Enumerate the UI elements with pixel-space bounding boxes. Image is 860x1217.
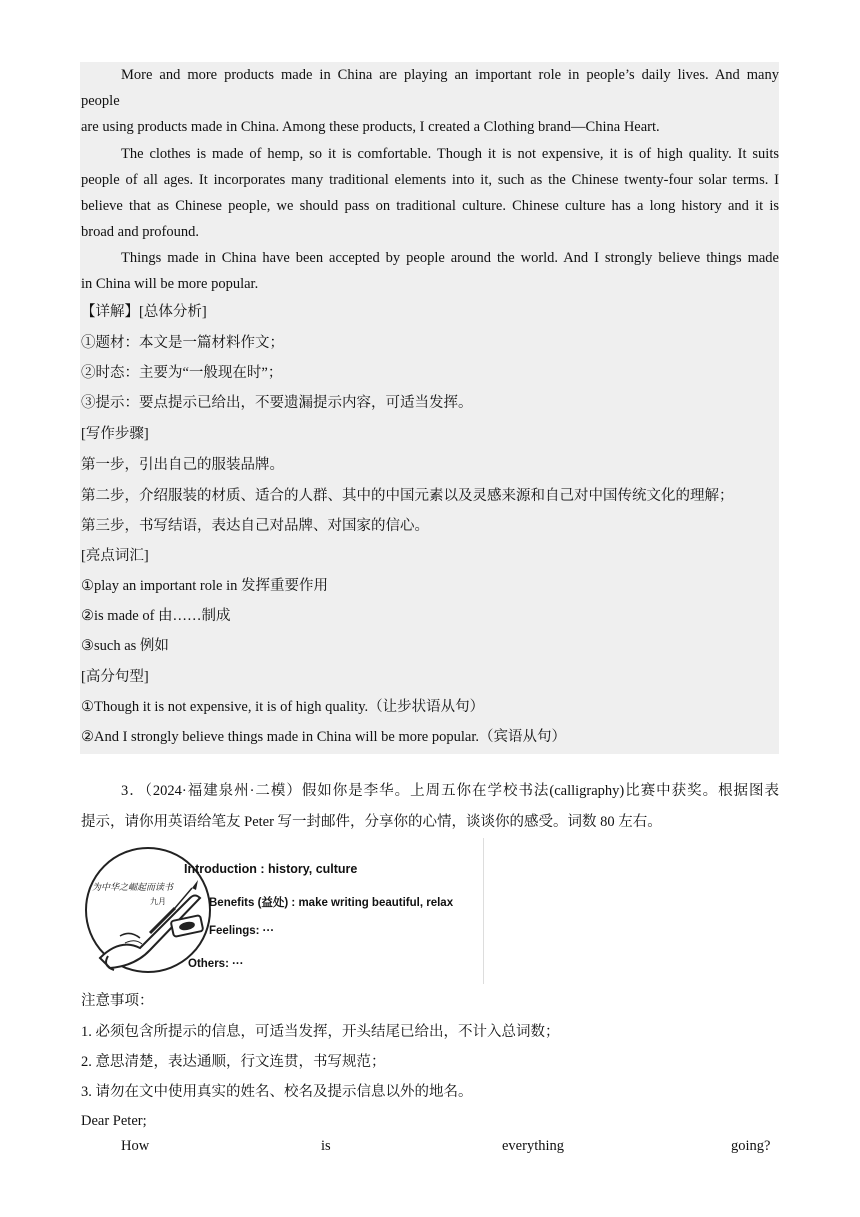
signature-text: 九月 (150, 897, 166, 906)
letter-word: going? (731, 1138, 771, 1154)
sentences-heading: [高分句型] (81, 669, 149, 685)
letter-word: is (321, 1138, 331, 1154)
calligraphy-text: 为中华之崛起而读书 (92, 883, 174, 893)
figure-feelings: Feelings: ··· (209, 925, 275, 937)
analysis-item: ①题材：本文是一篇材料作文； (81, 335, 284, 351)
step-item: 第三步，书写结语，表达自己对品牌、对国家的信心。 (81, 518, 429, 534)
essay-p2-line4: broad and profound. (81, 224, 199, 240)
prompt-figure (80, 838, 485, 982)
letter-word: How (121, 1138, 150, 1154)
vocab-item: ②is made of 由……制成 (81, 608, 231, 624)
step-item: 第二步，介绍服装的材质、适合的人群、其中的中国元素以及灵感来源和自己对中国传统文化的理解； (81, 488, 734, 504)
analysis-item: ②时态：主要为“一般现在时”； (81, 365, 283, 381)
steps-heading: [写作步骤] (81, 426, 149, 442)
essay-p2-line2: people of all ages. It incorporates many traditional elements into it, such as the Chinese twenty-four solar terms. I (81, 172, 779, 188)
notes-item: 2. 意思清楚，表达通顺，行文连贯，书写规范； (81, 1054, 386, 1070)
letter-word: everything (502, 1138, 565, 1154)
step-item: 第一步，引出自己的服装品牌。 (81, 457, 284, 473)
figure-introduction: Introduction : history, culture (184, 862, 358, 876)
figure-others: Others: ··· (188, 958, 244, 970)
essay-p1-line3: are using products made in China. Among these products, I created a Clothing brand—China Heart. (81, 119, 660, 135)
notes-item: 1. 必须包含所提示的信息，可适当发挥，开头结尾已给出，不计入总词数； (81, 1024, 560, 1040)
letter-greeting: Dear Peter; (81, 1113, 147, 1129)
question-line2: 提示，请你用英语给笔友 Peter 写一封邮件，分享你的心情，谈谈你的感受。词数 80 左右。 (81, 814, 662, 830)
notes-heading: 注意事项： (81, 993, 154, 1009)
figure-divider (483, 838, 484, 984)
sentence-item: ①Though it is not expensive, it is of high quality.（让步状语从句） (81, 699, 485, 715)
essay-p2-line1: The clothes is made of hemp, so it is comfortable. Though it is not expensive, it is of high quality. It suits (121, 146, 779, 162)
figure-benefits: Benefits (益处) : make writing beautiful, relax (209, 897, 454, 909)
essay-p3-line2: in China will be more popular. (81, 276, 259, 292)
essay-p1-line2: people (81, 93, 120, 109)
vocab-item: ①play an important role in 发挥重要作用 (81, 578, 328, 594)
vocab-item: ③such as 例如 (81, 638, 169, 654)
essay-p2-line3: believe that as Chinese people, we should pass on traditional culture. Chinese culture has a long history and it is (81, 198, 779, 214)
sentence-item: ②And I strongly believe things made in China will be more popular.（宾语从句） (81, 729, 566, 745)
question-line1: 3．（2024·福建泉州·二模）假如你是李华。上周五你在学校书法(calligraphy)比赛中获奖。根据图表 (121, 783, 779, 799)
essay-p3-line1: Things made in China have been accepted by people around the world. And I strongly believe things made (121, 250, 779, 266)
analysis-heading: 【详解】[总体分析] (81, 304, 207, 320)
analysis-item: ③提示：要点提示已给出，不要遗漏提示内容，可适当发挥。 (81, 395, 473, 411)
notes-item: 3. 请勿在文中使用真实的姓名、校名及提示信息以外的地名。 (81, 1084, 473, 1100)
essay-p1-line1: More and more products made in China are playing an important role in people’s daily lives. And many (121, 67, 779, 83)
vocab-heading: [亮点词汇] (81, 548, 149, 564)
calligraphy-illustration (80, 838, 485, 982)
